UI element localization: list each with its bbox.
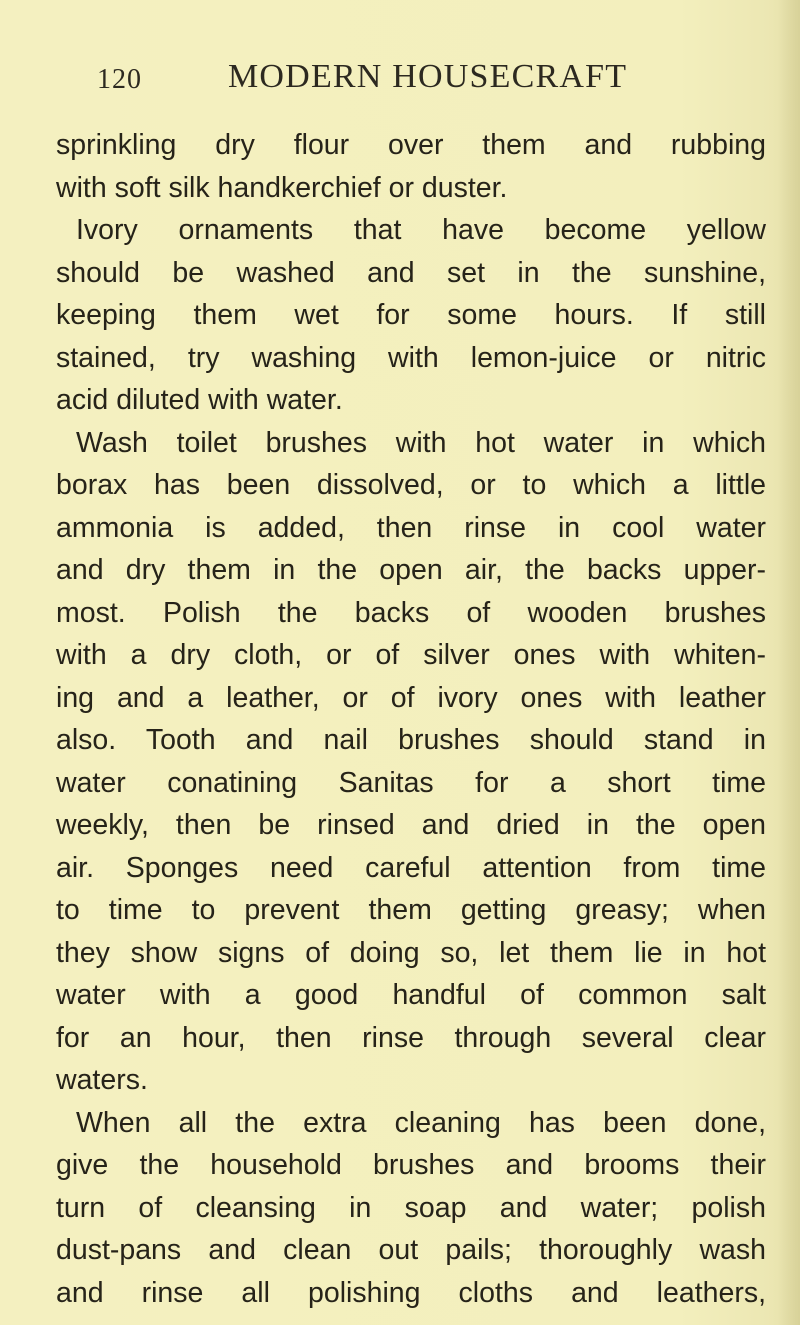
text-line: give the household brushes and brooms their bbox=[56, 1149, 766, 1181]
text-line: When all the extra cleaning has been done, bbox=[76, 1106, 766, 1139]
text-line: water with a good handful of common salt bbox=[56, 979, 766, 1011]
text-line: turn of cleansing in soap and water; polish bbox=[56, 1191, 766, 1224]
page-number: 120 bbox=[97, 64, 142, 95]
text-line: Ivory ornaments that have become yellow bbox=[76, 214, 766, 246]
text-line: and dry them in the open air, the backs upper- bbox=[56, 554, 766, 586]
text-line: with a dry cloth, or of silver ones with whiten- bbox=[56, 639, 766, 671]
text-line: keeping them wet for some hours. If still bbox=[56, 299, 766, 331]
text-line: borax has been dissolved, or to which a little bbox=[56, 469, 766, 501]
text-line: Wash toilet brushes with hot water in which bbox=[76, 426, 766, 459]
running-head: MODERN HOUSECRAFT bbox=[228, 58, 628, 95]
text-line: air. Sponges need careful attention from time bbox=[56, 851, 766, 884]
text-line: ammonia is added, then rinse in cool water bbox=[56, 511, 766, 544]
text-line: sprinkling dry flour over them and rubbing bbox=[56, 129, 766, 161]
page-edge-shadow bbox=[778, 0, 800, 1325]
text-line: weekly, then be rinsed and dried in the open bbox=[56, 809, 766, 841]
text-line: waters. bbox=[56, 1064, 148, 1096]
text-line: most. Polish the backs of wooden brushes bbox=[56, 596, 766, 629]
text-line: should be washed and set in the sunshine, bbox=[56, 256, 766, 289]
text-line: ing and a leather, or of ivory ones with leather bbox=[56, 681, 766, 714]
text-line: with soft silk handkerchief or duster. bbox=[56, 171, 508, 204]
text-line: also. Tooth and nail brushes should stand in bbox=[56, 724, 766, 756]
text-line: dust-pans and clean out pails; thoroughly wash bbox=[56, 1234, 766, 1266]
text-line: they show signs of doing so, let them lie in hot bbox=[56, 936, 766, 969]
text-line: stained, try washing with lemon-juice or nitric bbox=[56, 341, 766, 374]
text-line: acid diluted with water. bbox=[56, 384, 343, 416]
text-line: to time to prevent them getting greasy; when bbox=[56, 894, 766, 926]
text-line: and rinse all polishing cloths and leathers, bbox=[56, 1276, 766, 1309]
text-line: for an hour, then rinse through several clear bbox=[56, 1021, 766, 1054]
body-text bbox=[56, 124, 766, 1314]
text-line: water conatining Sanitas for a short time bbox=[56, 766, 766, 799]
page-header bbox=[97, 58, 717, 108]
